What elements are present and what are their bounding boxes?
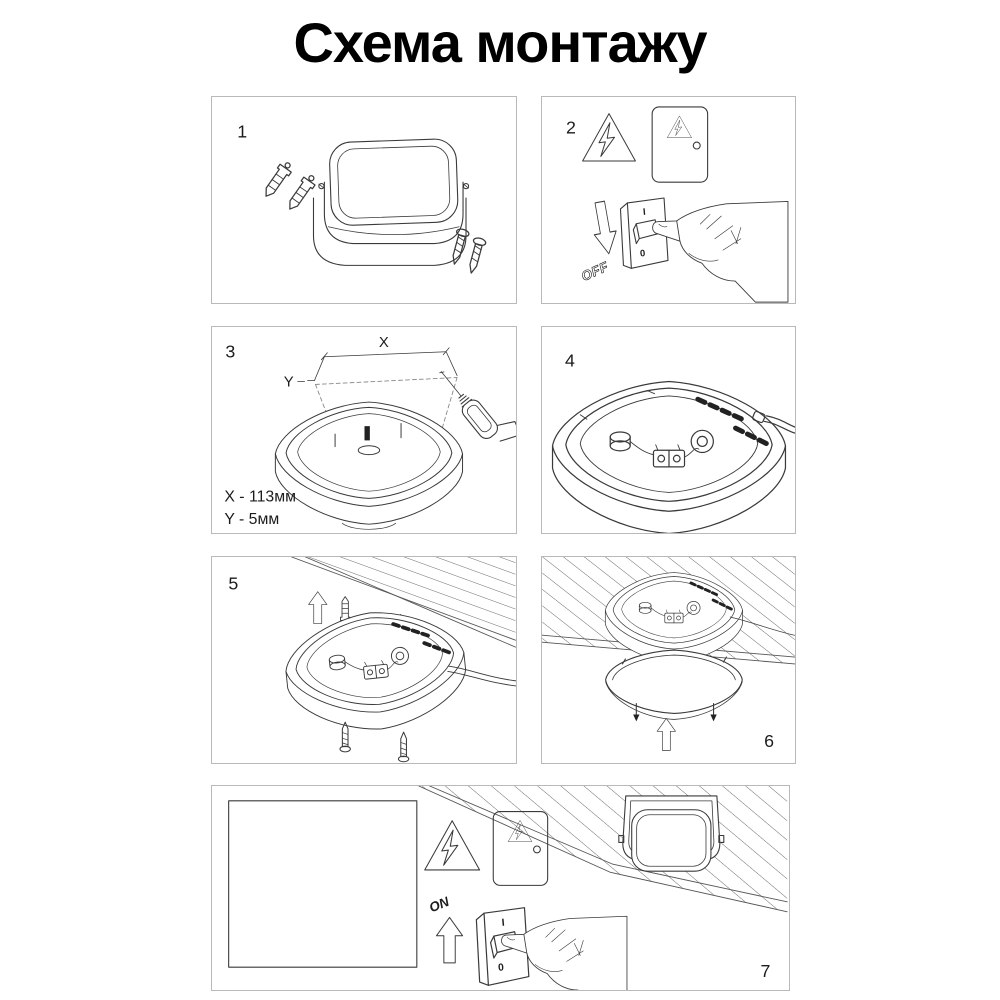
diffuser-cover — [606, 650, 743, 719]
panel-2-number: 2 — [565, 117, 576, 138]
inset-box — [229, 801, 417, 967]
panel-7-finish — [211, 785, 790, 991]
block-arrow-up-icon — [309, 592, 327, 624]
block-arrow-down-icon — [589, 200, 620, 256]
high-voltage-triangle-icon — [583, 114, 636, 161]
panel-3-illustration — [212, 327, 516, 533]
panel-6-illustration — [542, 557, 795, 763]
panel-2-power-off — [541, 96, 796, 304]
panel-7-illustration — [212, 786, 789, 990]
high-voltage-triangle-icon — [425, 821, 480, 870]
screw-icon — [398, 732, 408, 762]
panel-2-illustration — [542, 97, 795, 303]
switch-on-mark: I — [642, 205, 647, 217]
ceiling-lamp-fixture — [313, 138, 468, 265]
y-dim-label: Y — [283, 374, 294, 391]
on-label: ON — [427, 893, 452, 916]
panel-1-illustration — [212, 97, 516, 303]
switch-off-mark: 0 — [639, 247, 646, 259]
panel-4-number: 4 — [565, 350, 575, 371]
off-label: OFF — [578, 258, 611, 284]
lamp-base-tray — [275, 402, 462, 529]
panel-6-diffuser — [541, 556, 796, 764]
pressing-hand-icon — [653, 201, 788, 302]
page-title: Схема монтажу — [293, 11, 707, 74]
x-dimension-value: X - 113мм — [224, 488, 296, 506]
mounted-lamp-fixture — [619, 796, 724, 871]
panel-1-number: 1 — [237, 121, 248, 142]
screw-icon — [465, 237, 486, 275]
fuse-box-icon — [652, 107, 707, 182]
panel-6-number: 6 — [764, 731, 774, 752]
panel-5-fixing-base — [211, 556, 517, 764]
panel-7-number: 7 — [760, 961, 771, 982]
y-dimension-value: Y - 5мм — [224, 511, 280, 529]
panel-3-drilling — [211, 326, 517, 534]
x-dim-label: X — [378, 334, 389, 351]
block-arrow-up-icon — [657, 718, 675, 750]
switch-off-mark: 0 — [497, 962, 505, 974]
panel-4-illustration — [542, 327, 795, 533]
block-arrow-up-icon — [436, 917, 462, 962]
panel-1-parts — [211, 96, 517, 304]
ceiling-hatch — [419, 786, 787, 912]
panel-5-number: 5 — [228, 573, 239, 594]
panel-4-wiring — [541, 326, 796, 534]
switch-on-mark: I — [501, 917, 506, 929]
panel-3-number: 3 — [225, 341, 236, 362]
panel-5-illustration — [212, 557, 516, 763]
lamp-base-with-wiring — [553, 382, 795, 533]
wall-plug-icon — [260, 159, 294, 200]
